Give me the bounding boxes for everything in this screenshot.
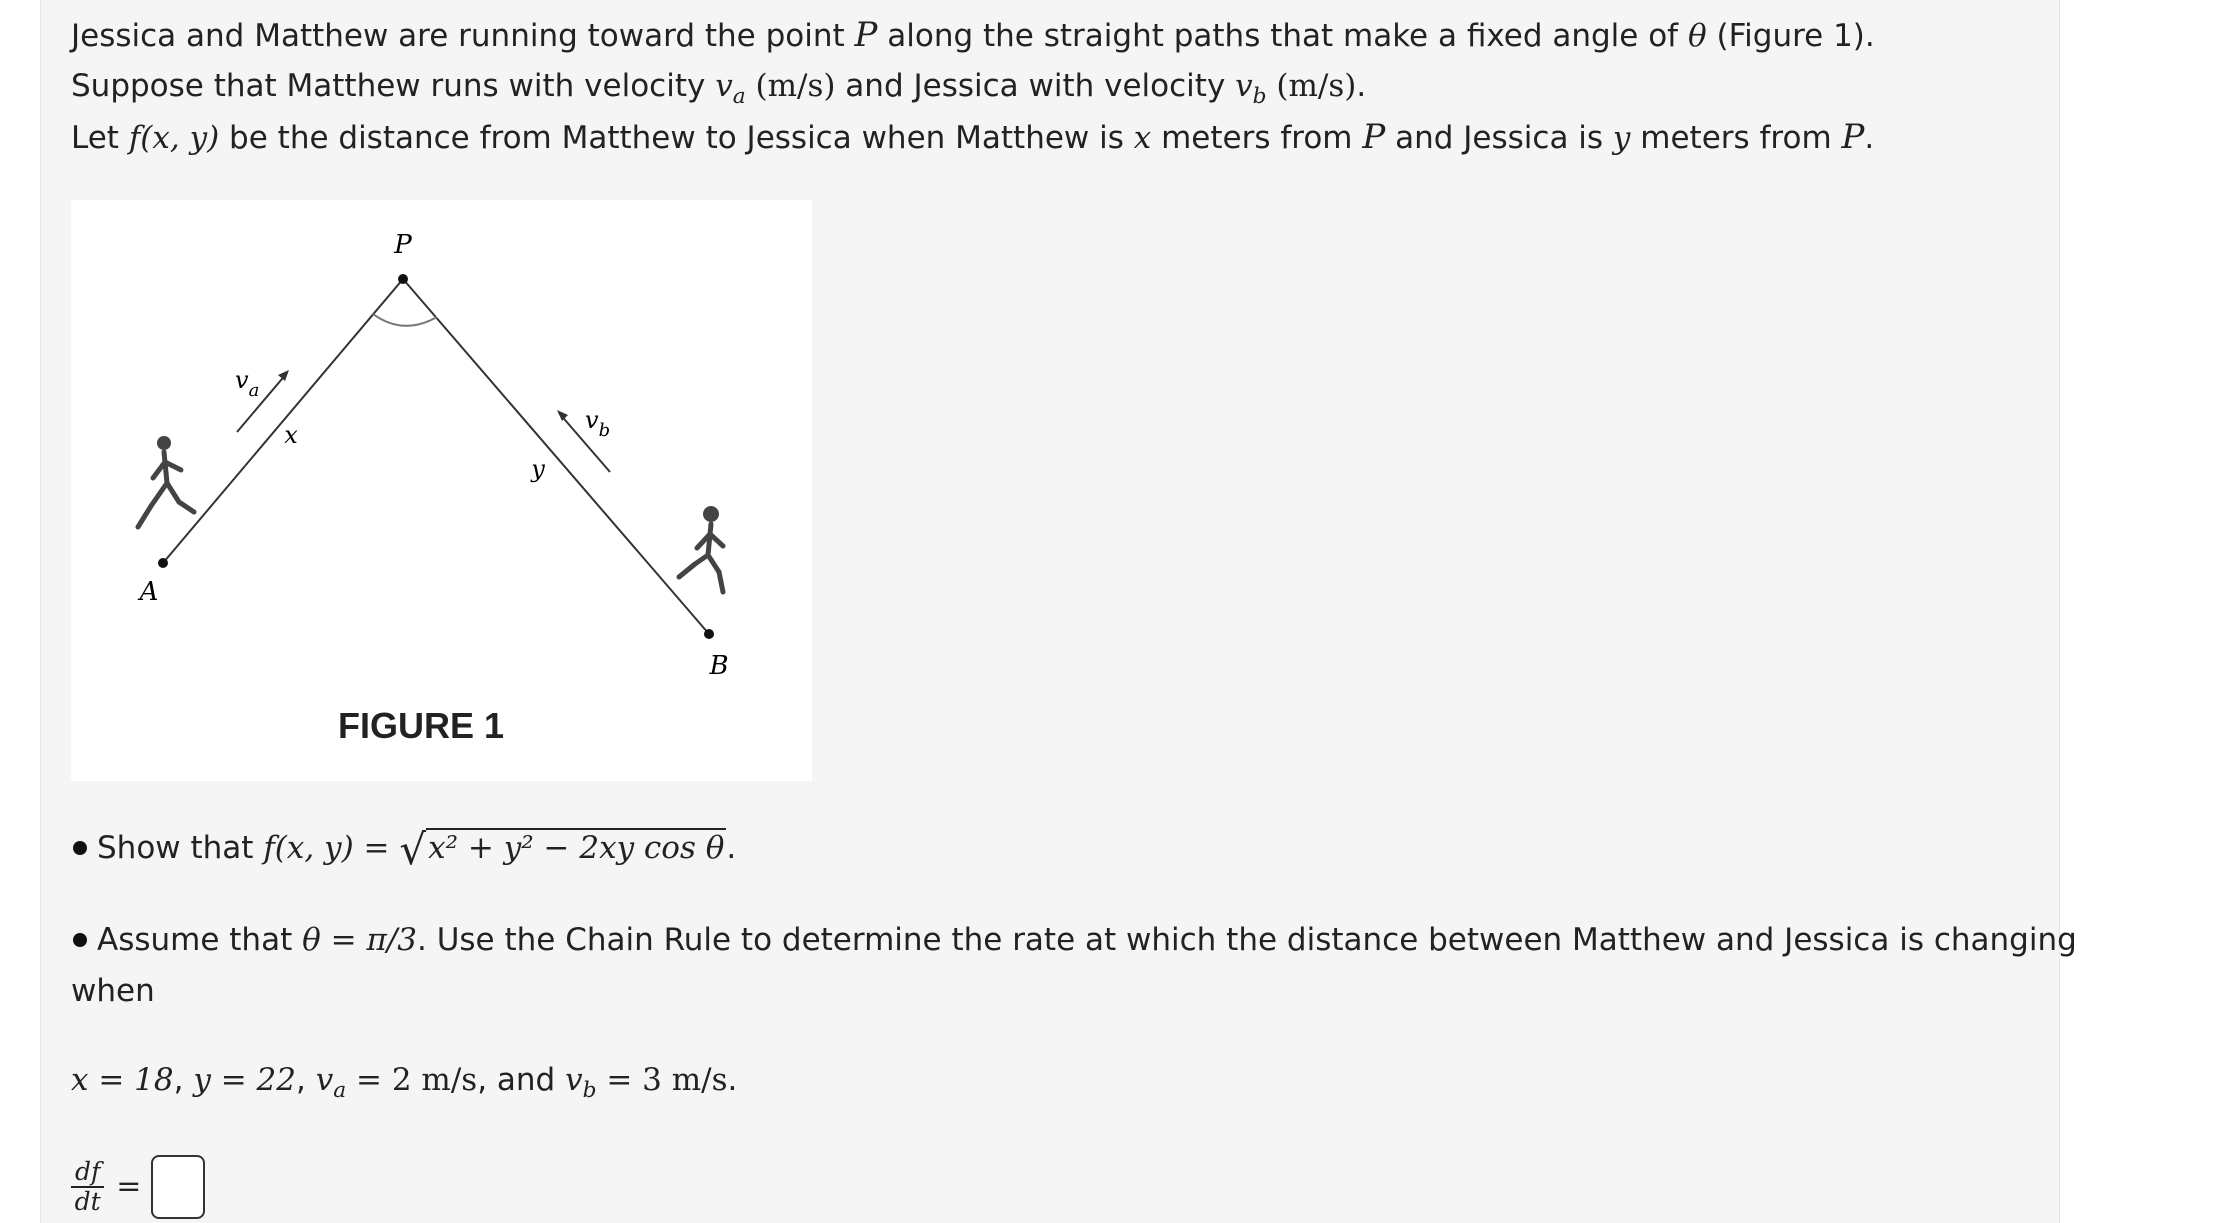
- sqrt-icon: √: [399, 825, 427, 874]
- label-a: A: [139, 577, 159, 607]
- math-x-value: x = 18: [71, 1062, 174, 1098]
- math-y-value: y = 22: [193, 1062, 296, 1098]
- bullet-text: .: [726, 830, 737, 866]
- math-y: y: [1612, 120, 1631, 156]
- math-unit: (m/s): [745, 68, 836, 104]
- math-point-p: P: [1841, 117, 1865, 157]
- math-va-value: = 2 m/s: [346, 1062, 478, 1098]
- point-a-dot: [158, 558, 168, 568]
- problem-text: and Jessica is: [1385, 120, 1613, 156]
- arrowhead-icon: [278, 370, 289, 381]
- math-point-p: P: [1362, 117, 1386, 157]
- figure-diagram: [71, 200, 812, 781]
- problem-text: meters from: [1151, 120, 1363, 156]
- equals-sign: =: [116, 1168, 142, 1204]
- jessica-runner-icon: [679, 506, 723, 592]
- path-a-to-p: [163, 279, 403, 563]
- separator: ,: [173, 1062, 194, 1098]
- path-p-to-b: [403, 279, 709, 634]
- label-vb-letter: v: [585, 406, 599, 434]
- label-va: [235, 366, 259, 401]
- label-va-letter: v: [235, 366, 249, 394]
- label-x: x: [284, 421, 298, 449]
- label-va-sub: a: [248, 380, 260, 401]
- label-b: B: [709, 651, 729, 681]
- problem-text: along the straight paths that make a fixed angle of: [877, 18, 1688, 54]
- point-p-dot: [398, 274, 408, 284]
- separator: , and: [477, 1062, 566, 1098]
- math-va-subscript: a: [333, 1078, 347, 1104]
- bullet-text: Show that: [97, 830, 264, 866]
- math-theta-eq: θ = π/3: [302, 922, 417, 958]
- answer-row: [71, 1150, 205, 1222]
- given-conditions: [71, 1058, 737, 1113]
- fraction-denominator: dt: [74, 1186, 101, 1216]
- bullet-text: Assume that: [97, 922, 303, 958]
- math-va-subscript: a: [732, 84, 746, 110]
- angle-theta-arc: [373, 314, 437, 326]
- point-b-dot: [704, 629, 714, 639]
- label-vb: [585, 406, 610, 441]
- problem-text: Suppose that Matthew runs with velocity: [71, 68, 716, 104]
- bullet-icon: [73, 841, 87, 855]
- math-f: f: [128, 120, 141, 156]
- bullet-icon: [73, 933, 87, 947]
- derivative-fraction: [71, 1158, 104, 1216]
- problem-text: (Figure 1).: [1706, 18, 1875, 54]
- problem-text: meters from: [1630, 120, 1842, 156]
- answer-input[interactable]: [151, 1155, 205, 1219]
- math-lhs: f(x, y) =: [263, 830, 400, 866]
- problem-text: Let: [71, 120, 129, 156]
- problem-text: .: [1356, 68, 1367, 104]
- fraction-numerator: df: [71, 1158, 104, 1188]
- matthew-runner-icon: [138, 436, 194, 527]
- problem-line-1: [71, 13, 1875, 58]
- bullet-text: when: [71, 973, 155, 1009]
- math-sqrt: [399, 826, 726, 872]
- math-vb-value: = 3 m/s: [596, 1062, 728, 1098]
- label-p: P: [394, 230, 412, 260]
- math-point-p: P: [854, 15, 878, 55]
- arrowhead-icon: [557, 410, 568, 421]
- math-vb: v: [1235, 68, 1253, 104]
- figure-caption: FIGURE 1: [337, 705, 505, 746]
- math-x: x: [1133, 120, 1152, 156]
- bullet-2: [71, 918, 2077, 962]
- separator: ,: [296, 1062, 316, 1098]
- math-vb-subscript: b: [1252, 84, 1267, 110]
- math-theta: θ: [1687, 18, 1707, 54]
- bullet-1: [71, 826, 736, 872]
- separator: .: [727, 1062, 738, 1098]
- math-unit: (m/s): [1266, 68, 1357, 104]
- math-vb-subscript: b: [582, 1078, 597, 1104]
- math-args: (x, y): [140, 120, 220, 156]
- problem-line-2: [71, 64, 1366, 119]
- math-va: v: [315, 1062, 334, 1098]
- bullet-2-continued: [71, 969, 155, 1013]
- problem-line-3: [71, 115, 1874, 160]
- problem-text: .: [1864, 120, 1875, 156]
- math-vb: v: [565, 1062, 583, 1098]
- problem-text: be the distance from Matthew to Jessica when Matthew is: [219, 120, 1134, 156]
- label-y: y: [531, 455, 545, 483]
- figure-1: [71, 200, 812, 781]
- bullet-text: . Use the Chain Rule to determine the rate at which the distance between Matthew and Jessica is changing: [416, 922, 2077, 958]
- problem-text: Jessica and Matthew are running toward the point: [71, 18, 855, 54]
- math-radicand: x² + y² − 2xy cos θ: [428, 830, 725, 866]
- math-va: v: [715, 68, 733, 104]
- problem-text: and Jessica with velocity: [835, 68, 1236, 104]
- label-vb-sub: b: [598, 420, 611, 441]
